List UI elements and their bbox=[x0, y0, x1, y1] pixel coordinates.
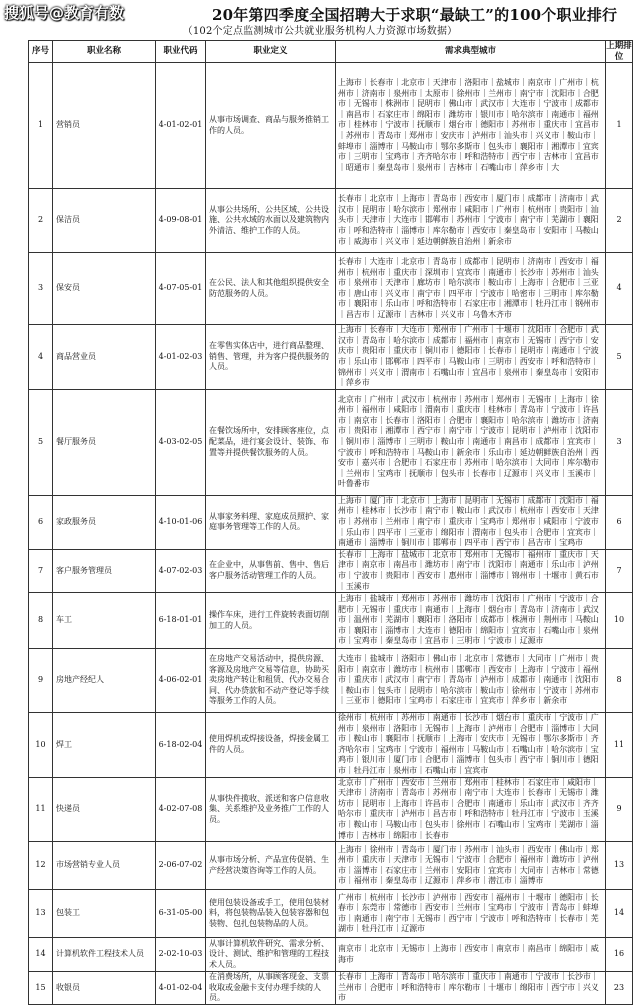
row-demand-cities: 南京市｜北京市｜无锡市｜上海市｜西安市｜南京市｜南昌市｜绵阳市｜威海市 bbox=[336, 938, 606, 972]
row-no: 3 bbox=[29, 253, 53, 325]
header-code: 职业代码 bbox=[156, 41, 206, 63]
table-row bbox=[29, 649, 633, 713]
table-row bbox=[29, 253, 633, 325]
row-demand-cities: 长春市｜北京市｜上海市｜青岛市｜西安市｜厦门市｜成都市｜济南市｜武汉市｜昆明市｜哈尔滨市｜郑州市｜咸阳市｜广州市｜杭州市｜贵阳市｜汕头市｜天津市｜大连市｜邯郸市｜苏州市｜宁波市｜南宁市｜芜湖市｜襄阳市｜呼和浩特市｜淄博市｜库尔勒市｜西安市｜秦皇岛市｜安阳市｜马鞍山市｜威海市｜兴义市｜延边朝鲜族自治州｜新余市 bbox=[336, 189, 606, 253]
row-definition: 使用焊机或焊接设备，焊接金属工件的人员。 bbox=[206, 713, 336, 778]
row-previous-rank: 3 bbox=[606, 389, 633, 495]
row-occupation-code: 4-01-02-01 bbox=[156, 63, 206, 189]
row-occupation-name: 收银员 bbox=[53, 972, 156, 1005]
table-body bbox=[29, 63, 633, 1005]
row-occupation-code: 2-06-07-02 bbox=[156, 842, 206, 890]
row-previous-rank: 16 bbox=[606, 938, 633, 972]
row-definition: 从事家务料理、家庭成员照护、家庭事务管理等工作的人员。 bbox=[206, 495, 336, 549]
row-previous-rank: 11 bbox=[606, 713, 633, 778]
row-previous-rank: 23 bbox=[606, 972, 633, 1005]
page-subtitle: （102个定点监测城市公共就业服务机构人力资源市场数据） bbox=[182, 26, 458, 37]
row-occupation-name: 商品营业员 bbox=[53, 325, 156, 390]
row-demand-cities: 上海市｜盐城市｜郑州市｜苏州市｜潍坊市｜沈阳市｜广州市｜宁波市｜合肥市｜无锡市｜重庆市｜南通市｜上海市｜烟台市｜青岛市｜济南市｜武汉市｜温州市｜芜湖市｜襄阳市｜洛阳市｜成都市｜株洲市｜荆州市｜马鞍山市｜襄阳市｜淄博市｜大连市｜德阳市｜绵阳市｜宜宾市｜石嘴山市｜泉州市｜宝鸡市｜秦皇岛市｜宜昌市｜三明市｜宁波市｜辽源市 bbox=[336, 593, 606, 649]
table-row bbox=[29, 325, 633, 390]
watermark: 搜狐号@教育有数 bbox=[4, 4, 125, 22]
row-previous-rank: 1 bbox=[606, 63, 633, 189]
row-no: 13 bbox=[29, 890, 53, 938]
row-occupation-name: 包装工 bbox=[53, 890, 156, 938]
table-row bbox=[29, 890, 633, 938]
row-no: 7 bbox=[29, 549, 53, 592]
row-occupation-name: 家政服务员 bbox=[53, 495, 156, 549]
row-occupation-code: 4-01-02-04 bbox=[156, 972, 206, 1005]
row-no: 1 bbox=[29, 63, 53, 189]
occupation-table bbox=[28, 40, 633, 1005]
table-row bbox=[29, 938, 633, 972]
row-previous-rank: 9 bbox=[606, 777, 633, 842]
row-previous-rank: 10 bbox=[606, 593, 633, 649]
row-occupation-name: 计算机软件工程技术人员 bbox=[53, 938, 156, 972]
row-demand-cities: 长春市｜大连市｜北京市｜青岛市｜成都市｜昆明市｜济南市｜西安市｜福州市｜杭州市｜重庆市｜深圳市｜宜宾市｜南通市｜长沙市｜苏州市｜汕头市｜泉州市｜天津市｜廊坊市｜哈尔滨市｜鞍山市｜上海市｜合肥市｜三亚市｜唐山市｜兴义市｜南宁市｜四平市｜宁波市｜哈密市｜三明市｜库尔勒市｜襄阳市｜乐山市｜呼和浩特市｜石家庄市｜湘潭市｜牡丹江市｜钢州市｜昌吉市｜辽源市｜吉林市｜兴义市｜乌鲁木齐市 bbox=[336, 253, 606, 325]
table-row bbox=[29, 842, 633, 890]
row-definition: 在消费场所，从事顾客现金、支票收取或金融卡支付办理手续的人员。 bbox=[206, 972, 336, 1005]
row-occupation-code: 4-07-05-01 bbox=[156, 253, 206, 325]
row-occupation-code: 6-31-05-00 bbox=[156, 890, 206, 938]
row-previous-rank: 6 bbox=[606, 495, 633, 549]
row-previous-rank: 7 bbox=[606, 549, 633, 592]
row-occupation-code: 4-06-02-01 bbox=[156, 649, 206, 713]
row-occupation-name: 房地产经纪人 bbox=[53, 649, 156, 713]
row-occupation-code: 4-02-07-08 bbox=[156, 777, 206, 842]
row-no: 4 bbox=[29, 325, 53, 390]
row-occupation-name: 客户服务管理员 bbox=[53, 549, 156, 592]
row-definition: 从事市场分析、产品宣传促销、生产经营决策咨询等工作的人员。 bbox=[206, 842, 336, 890]
row-definition: 从事市场调查、商品与服务推销工作的人员。 bbox=[206, 63, 336, 189]
row-demand-cities: 北京市｜广州市｜武汉市｜杭州市｜苏州市｜郑州市｜无锡市｜上海市｜徐州市｜福州市｜咸阳市｜渭南市｜重庆市｜桂林市｜青岛市｜宁波市｜许昌市｜南京市｜长春市｜洛阳市｜合肥市｜襄阳市｜哈尔滨市｜潍坊市｜济南市｜贵阳市｜湘潭市｜西宁市｜南宁市｜宁波市｜昆明市｜泸州市｜沈阳市｜铜川市｜淄博市｜三明市｜鞍山市｜南通市｜南昌市｜成都市｜宜宾市｜宁波市｜呼和浩特市｜马鞍山市｜新余市｜乐山市｜延边朝鲜族自治州｜西安市｜嘉兴市｜合肥市｜石家庄市｜苏州市｜哈尔滨市｜大同市｜库尔勒市｜兰州市｜宝鸡市｜抚顺市｜包头市｜长春市｜辽源市｜兴义市｜玉溪市｜叶鲁番市 bbox=[336, 389, 606, 495]
row-previous-rank: 13 bbox=[606, 842, 633, 890]
row-definition: 使用包装设备或手工，使用包装材料，将包装物品装入包装容器和包装物、包扎包装物品的人员。 bbox=[206, 890, 336, 938]
row-previous-rank: 14 bbox=[606, 890, 633, 938]
table-row bbox=[29, 972, 633, 1005]
table-row bbox=[29, 713, 633, 778]
row-previous-rank: 4 bbox=[606, 253, 633, 325]
table-row bbox=[29, 189, 633, 253]
table-row bbox=[29, 777, 633, 842]
row-occupation-code: 4-03-02-05 bbox=[156, 389, 206, 495]
row-occupation-name: 营销员 bbox=[53, 63, 156, 189]
row-occupation-code: 4-01-02-03 bbox=[156, 325, 206, 390]
row-no: 15 bbox=[29, 972, 53, 1005]
row-no: 8 bbox=[29, 593, 53, 649]
header-rank: 上期排位 bbox=[606, 41, 632, 62]
row-demand-cities: 上海市｜长春市｜大连市｜郑州市｜广州市｜十堰市｜沈阳市｜合肥市｜武汉市｜青岛市｜哈尔滨市｜成都市｜福州市｜南京市｜无锡市｜西宁市｜安庆市｜贵阳市｜重庆市｜铜川市｜德阳市｜长春市｜昆明市｜南通市｜宁波市｜乐山市｜邯郸市｜四平市｜马鞍山市｜三明市｜西安市｜呼和浩特市｜锦州市｜兴义市｜渭南市｜石嘴山市｜宜昌市｜泉州市｜秦皇岛市｜安阳市｜萍乡市 bbox=[336, 325, 606, 390]
row-no: 9 bbox=[29, 649, 53, 713]
page-title: 20年第四季度全国招聘大于求职“最缺工”的100个职业排行 bbox=[212, 6, 618, 24]
row-demand-cities: 上海市｜徐州市｜青岛市｜厦门市｜苏州市｜汕头市｜西安市｜佛山市｜郑州市｜重庆市｜天津市｜无锡市｜宁波市｜合肥市｜福州市｜潍坊市｜泸州市｜淄博市｜石家庄市｜兰州市｜安阳市｜宜宾市｜大同市｜吉林市｜常德市｜福州市｜秦皇岛市｜辽源市｜萍乡市｜潜江市｜淄博市 bbox=[336, 842, 606, 890]
row-previous-rank: 8 bbox=[606, 649, 633, 713]
row-occupation-name: 餐厅服务员 bbox=[53, 389, 156, 495]
row-demand-cities: 长春市｜上海市｜青岛市｜哈尔滨市｜重庆市｜南通市｜宁波市｜长沙市｜兰州市｜合肥市｜呼和浩特市｜库尔勒市｜十堰市｜绵阳市｜西宁市｜兴义市 bbox=[336, 972, 606, 1005]
row-occupation-name: 车工 bbox=[53, 593, 156, 649]
row-no: 5 bbox=[29, 389, 53, 495]
row-demand-cities: 大连市｜盐城市｜洛阳市｜佛山市｜北京市｜常德市｜大同市｜广州市｜贵阳市｜南京市｜潍坊市｜杭州市｜邯郸市｜西安市｜上海市｜宁波市｜福州市｜重庆市｜武汉市｜南宁市｜青岛市｜泸州市｜成都市｜南通市｜沈阳市｜鞍山市｜包头市｜昆明市｜哈尔滨市｜鞍山市｜徐州市｜宁波市｜苏州市｜三亚市｜德阳市｜宝鸡市｜石家庄市｜宜宾市｜萍乡市｜新余市 bbox=[336, 649, 606, 713]
row-definition: 在零售实体店中，进行商品整理、销售、管理，并为客户提供服务的人员。 bbox=[206, 325, 336, 390]
row-occupation-code: 6-18-02-04 bbox=[156, 713, 206, 778]
row-no: 11 bbox=[29, 777, 53, 842]
row-demand-cities: 广州市｜杭州市｜长沙市｜泸州市｜西安市｜福州市｜十堰市｜德阳市｜长春市｜东莞市｜常德市｜西安市｜兰州市｜宝鸡市｜宁波市｜青岛市｜蚌埠市｜南通市｜南宁市｜无锡市｜西宁市｜宁波市｜呼和浩特市｜长春市｜芜湖市｜牡丹江市｜辽源市 bbox=[336, 890, 606, 938]
row-definition: 在房地产交易活动中，提供房源、客源及房地产交易等信息，协助买卖房地产转让和租赁、代办交易合同、代办贷款和不动产登记等手续等服务工作的人员。 bbox=[206, 649, 336, 713]
table-row bbox=[29, 549, 633, 592]
row-previous-rank: 2 bbox=[606, 189, 633, 253]
row-occupation-code: 6-18-01-01 bbox=[156, 593, 206, 649]
table-header-row bbox=[29, 41, 633, 63]
header-no: 序号 bbox=[29, 41, 53, 63]
table-row bbox=[29, 63, 633, 189]
row-demand-cities: 北京市｜广州市｜西安市｜兰州市｜郑州市｜桂林市｜石家庄市｜咸阳市｜天津市｜济南市｜青岛市｜苏州市｜南宁市｜大连市｜长春市｜无锡市｜潍坊市｜昆明市｜上海市｜许昌市｜合肥市｜南通市｜乐山市｜武汉市｜齐齐哈尔市｜重庆市｜泸州市｜昌吉市｜呼和浩特市｜牡丹江市｜宁波市｜玉溪市｜鞍山市｜马鞍山市｜包头市｜徐州市｜石嘴山市｜宝鸡市｜芜湖市｜淄博市｜吉林市｜绵阳市｜长春市 bbox=[336, 777, 606, 842]
row-occupation-code: 4-07-02-03 bbox=[156, 549, 206, 592]
header-definition: 职业定义 bbox=[206, 41, 336, 63]
row-no: 10 bbox=[29, 713, 53, 778]
row-definition: 从事快件揽收、派送和客户信息收集、关系维护及业务推广工作的人员。 bbox=[206, 777, 336, 842]
row-no: 6 bbox=[29, 495, 53, 549]
row-definition: 在公民、法人和其他组织提供安全防范服务的人员。 bbox=[206, 253, 336, 325]
page-header bbox=[0, 0, 640, 37]
row-occupation-name: 快递员 bbox=[53, 777, 156, 842]
row-occupation-code: 4-10-01-06 bbox=[156, 495, 206, 549]
table-row bbox=[29, 593, 633, 649]
row-occupation-name: 保安员 bbox=[53, 253, 156, 325]
row-definition: 操作车床，进行工件旋转表面切削加工的人员。 bbox=[206, 593, 336, 649]
row-occupation-name: 保洁员 bbox=[53, 189, 156, 253]
table-row bbox=[29, 495, 633, 549]
row-definition: 从事计算机软件研究、需求分析、设计、测试、维护和管理的工程技术人员。 bbox=[206, 938, 336, 972]
row-occupation-name: 焊工 bbox=[53, 713, 156, 778]
row-no: 12 bbox=[29, 842, 53, 890]
row-demand-cities: 上海市｜厦门市｜北京市｜上海市｜昆明市｜无锡市｜成都市｜沈阳市｜福州市｜桂林市｜长沙市｜南宁市｜鞍山市｜武汉市｜杭州市｜西安市｜天津市｜苏州市｜兰州市｜南宁市｜重庆市｜宝鸡市｜郑州市｜咸阳市｜宁波市｜乐山市｜四平市｜三亚市｜绵阳市｜渭南市｜包头市｜合肥市｜宜宾市｜南通市｜淄博市｜铜川市｜邯郸市｜四平市｜西宁市｜昌吉市｜宝鸡市 bbox=[336, 495, 606, 549]
table-row bbox=[29, 389, 633, 495]
row-definition: 在餐饮场所中，安排顾客座位，点配菜品，进行宴会设计、装饰、布置等并提供餐饮服务的人员。 bbox=[206, 389, 336, 495]
row-demand-cities: 徐州市｜杭州市｜苏州市｜南通市｜长沙市｜烟台市｜重庆市｜宁波市｜广州市｜泉州市｜洛阳市｜无锡市｜上海市｜泸州市｜合肥市｜淄博市｜大同市｜鞍山市｜襄阳市｜抚顺市｜上海市｜安庆市｜无锡市｜鄂尔多斯市｜齐齐哈尔市｜宝鸡市｜宁波市｜福州市｜马鞍山市｜石嘴山市｜哈尔滨市｜宝鸡市｜银川市｜厦门市｜合肥市｜淄博市｜包头市｜西宁市｜铜川市｜德阳市｜牡丹江市｜泉州市｜石嘴山市｜宜宾市 bbox=[336, 713, 606, 778]
row-no: 14 bbox=[29, 938, 53, 972]
row-occupation-code: 4-09-08-01 bbox=[156, 189, 206, 253]
row-no: 2 bbox=[29, 189, 53, 253]
row-previous-rank: 5 bbox=[606, 325, 633, 390]
row-demand-cities: 上海市｜长春市｜北京市｜天津市｜洛阳市｜盐城市｜南京市｜广州市｜杭州市｜济南市｜泉州市｜太原市｜徐州市｜兰州市｜南宁市｜沈阳市｜合肥市｜无锡市｜株洲市｜昆明市｜佛山市｜武汉市｜大连市｜宁波市｜成都市｜南昌市｜石家庄市｜绵阳市｜潍坊市｜银川市｜哈尔滨市｜南通市｜福州市｜桂林市｜宁波市｜抚顺市｜烟台市｜德阳市｜苏州市｜重庆市｜宜昌市｜苏州市｜青岛市｜郑州市｜安庆市｜泸州市｜汕头市｜兴义市｜鞍山市｜蚌埠市｜淄博市｜马鞍山市｜鄂尔多斯市｜包头市｜襄阳市｜湘潭市｜宜宾市｜三明市｜宝鸡市｜齐齐哈尔市｜呼和浩特市｜西宁市｜吉林市｜宜昌市｜昭通市｜秦皇岛市｜泉州市｜吉林市｜石嘴山市｜萍乡市｜大 bbox=[336, 63, 606, 189]
row-demand-cities: 长春市｜上海市｜盐城市｜北京市｜郑州市｜无锡市｜福州市｜重庆市｜天津市｜南京市｜南昌市｜潍坊市｜南宁市｜沈阳市｜南通市｜乐山市｜泸州市｜宁波市｜贵阳市｜西安市｜惠州市｜淄博市｜锦州市｜十堰市｜黄石市｜玉溪市 bbox=[336, 549, 606, 592]
row-definition: 在企业中，从事售前、售中、售后客户服务活动管理工作的人员。 bbox=[206, 549, 336, 592]
header-cities: 需求典型城市 bbox=[336, 41, 606, 63]
row-occupation-code: 2-02-10-03 bbox=[156, 938, 206, 972]
row-definition: 从事公共场所、公共区域、公共设施、公共水域的水面以及建筑物内外清洁、维护工作的人员。 bbox=[206, 189, 336, 253]
row-occupation-name: 市场营销专业人员 bbox=[53, 842, 156, 890]
header-name: 职业名称 bbox=[53, 41, 156, 63]
